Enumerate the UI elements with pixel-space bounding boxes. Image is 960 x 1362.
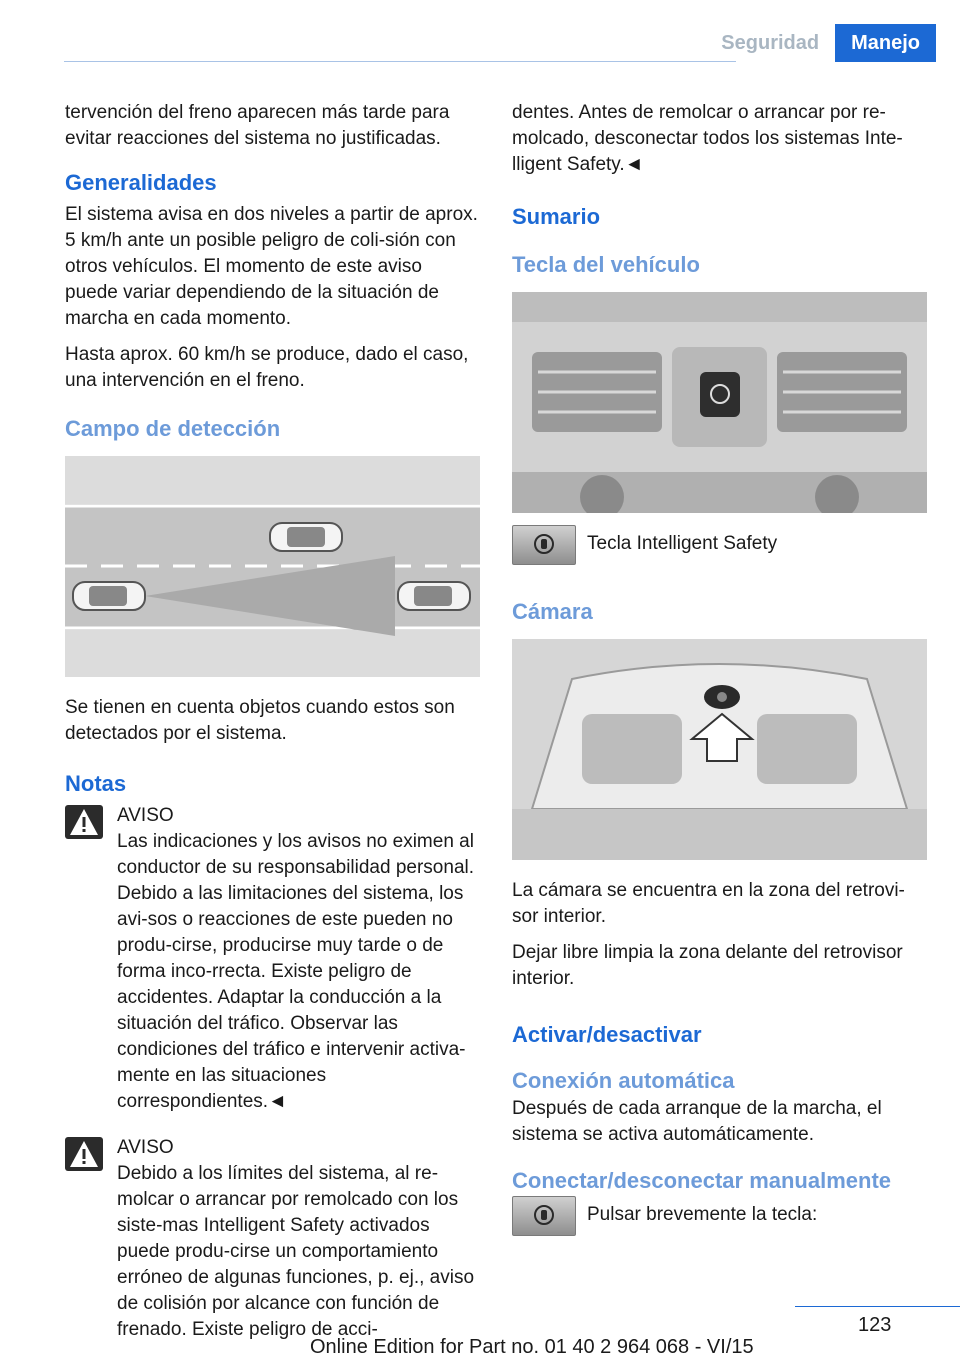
paragraph-camara-1: La cámara se encuentra en la zona del retrovi‐sor interior. — [512, 880, 905, 927]
warning-block-1 — [65, 803, 480, 1115]
dashboard-graphic — [512, 292, 927, 513]
warning-2-text: Debido a los límites del sistema, al re‐molcar o arrancar por remolcado con los siste‐mas Intelligent Safety activados puede produ‐cirse un comportamiento erróneo de algunas funciones, p. ej., aviso de colisión por alcance con función de frenado. Existe peligro de acci‐ — [117, 1163, 475, 1340]
tab-seguridad[interactable]: Seguridad — [721, 32, 820, 54]
warning-1-title: AVISO — [117, 805, 174, 826]
heading-tecla-vehiculo: Tecla del vehículo — [512, 252, 700, 277]
heading-conectar-manual: Conectar/desconectar manualmente — [512, 1168, 892, 1193]
car-own-icon — [73, 582, 145, 610]
intelligent-safety-key-row — [512, 531, 927, 569]
paragraph-generalidades-1: El sistema avisa en dos niveles a partir de aprox. 5 km/h ante un posible peligro de coli‐sión con otros vehículos. El momento de este aviso puede variar dependiendo de la situación de marcha en cada momento. — [65, 204, 478, 329]
left-column — [65, 100, 480, 1343]
detection-field-graphic — [65, 456, 480, 677]
camera-graphic — [512, 639, 927, 860]
footer-divider — [795, 1306, 960, 1307]
heading-campo-deteccion: Campo de detección — [65, 416, 281, 441]
continuation-paragraph: dentes. Antes de remolcar o arrancar por re‐molcado, desconectar todos los sistemas Inte‐lligent Safety.◄ — [512, 102, 903, 175]
page-number: 123 — [858, 1314, 892, 1336]
header-divider — [64, 61, 736, 62]
dashboard-button-photo — [512, 292, 927, 513]
intro-paragraph: tervención del freno aparecen más tarde para evitar reacciones del sistema no justificadas. — [65, 102, 450, 149]
heading-notas: Notas — [65, 771, 127, 796]
paragraph-generalidades-2: Hasta aprox. 60 km/h se produce, dado el caso, una intervención en el freno. — [65, 344, 469, 391]
key-label: Tecla Intelligent Safety — [587, 533, 778, 554]
warning-triangle-icon — [65, 1137, 103, 1171]
heading-conexion-automatica: Conexión automática — [512, 1068, 735, 1093]
warning-1-text: Las indicaciones y los avisos no eximen al conductor de su responsabilidad personal. Debido a las limitaciones del sistema, los avi‐sos o reacciones de este pueden no produ‐cirse, producirse muy tarde o de forma inco‐rrecta. Existe peligro de accidentes. Adaptar la conducción a la situación del tráfico. Observar las condiciones del tráfico e intervenir activa‐mente en las situaciones correspondientes.◄ — [117, 831, 475, 1112]
intelligent-safety-key-icon — [512, 525, 576, 565]
paragraph-camara-2: Dejar libre limpia la zona delante del retrovisor interior. — [512, 942, 903, 989]
heading-sumario: Sumario — [512, 204, 601, 229]
paragraph-conectar-manual: Pulsar brevemente la tecla: — [587, 1204, 818, 1225]
paragraph-conexion-automatica: Después de cada arranque de la marcha, el sistema se activa automáticamente. — [512, 1098, 882, 1145]
warning-triangle-icon — [65, 805, 103, 839]
heading-camara: Cámara — [512, 599, 593, 624]
tab-manejo[interactable]: Manejo — [835, 24, 936, 62]
manual-key-row — [512, 1202, 927, 1240]
detection-field-illustration — [65, 456, 480, 677]
right-column — [512, 100, 927, 1252]
paragraph-campo-deteccion: Se tienen en cuenta objetos cuando estos son detectados por el sistema. — [65, 697, 455, 744]
warning-block-2 — [65, 1135, 480, 1343]
edition-footer: Online Edition for Part no. 01 40 2 964 068 - VI/15 — [310, 1336, 754, 1358]
car-front-lane-icon — [270, 523, 342, 551]
intelligent-safety-key-icon — [512, 1196, 576, 1236]
warning-2-title: AVISO — [117, 1137, 174, 1158]
heading-generalidades: Generalidades — [65, 170, 217, 195]
header-tabs — [705, 24, 936, 62]
car-ahead-icon — [398, 582, 470, 610]
heading-activar-desactivar: Activar/desactivar — [512, 1022, 702, 1047]
camera-photo — [512, 639, 927, 860]
